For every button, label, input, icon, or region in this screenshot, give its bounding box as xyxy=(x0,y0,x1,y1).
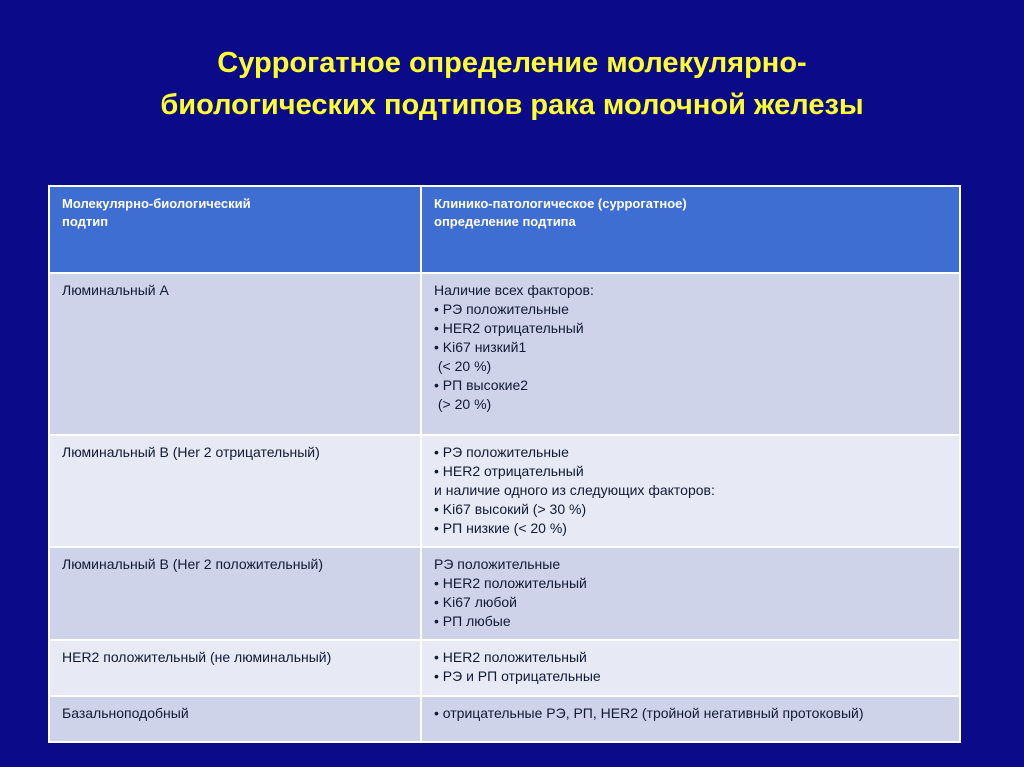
subtype-cell: Люминальный В (Her 2 положительный) xyxy=(49,547,421,640)
table-row xyxy=(49,696,960,742)
definition-line: • HER2 отрицательный xyxy=(434,320,584,336)
header-subtype xyxy=(49,186,421,273)
table-row xyxy=(49,547,960,640)
subtype-cell: Люминальный В (Her 2 отрицательный) xyxy=(49,435,421,547)
definition-cell xyxy=(421,273,960,435)
definition-line: • РП низкие (< 20 %) xyxy=(434,520,567,536)
definition-line: Наличие всех факторов: xyxy=(434,282,594,298)
definition-line: РЭ положительные xyxy=(434,556,561,572)
definition-line: • РЭ положительные xyxy=(434,444,569,460)
definition-line: • Ki67 высокий (> 30 %) xyxy=(434,501,587,517)
definition-line: • РП любые xyxy=(434,613,511,629)
definition-line: (< 20 %) xyxy=(434,358,492,374)
subtype-cell: Базальноподобный xyxy=(49,696,421,742)
slide-title xyxy=(0,42,1024,126)
definition-cell xyxy=(421,547,960,640)
definition-line: • HER2 отрицательный xyxy=(434,463,584,479)
header-line: Молекулярно-биологический xyxy=(62,196,251,211)
definition-line: • РП высокие2 xyxy=(434,377,529,393)
header-definition xyxy=(421,186,960,273)
definition-line: (> 20 %) xyxy=(434,396,492,412)
table-row xyxy=(49,435,960,547)
definition-line: • РЭ положительные xyxy=(434,301,569,317)
subtypes-table xyxy=(48,185,961,743)
definition-line: • HER2 положительный xyxy=(434,649,587,665)
definition-line: • HER2 положительный xyxy=(434,575,587,591)
slide-title-line-2: биологических подтипов рака молочной железы xyxy=(160,89,864,121)
table-row xyxy=(49,640,960,696)
definition-line: • РЭ и РП отрицательные xyxy=(434,668,601,684)
slide-title-line-1: Суррогатное определение молекулярно- xyxy=(217,47,807,79)
subtype-cell: Люминальный А xyxy=(49,273,421,435)
table-row xyxy=(49,273,960,435)
definition-cell xyxy=(421,435,960,547)
header-line: Клинико-патологическое (суррогатное) xyxy=(434,196,687,211)
subtype-cell: HER2 положительный (не люминальный) xyxy=(49,640,421,696)
definition-cell xyxy=(421,696,960,742)
header-line: подтип xyxy=(62,214,109,229)
definition-line: • отрицательные РЭ, РП, HER2 (тройной негативный протоковый) xyxy=(434,705,864,721)
table-header-row xyxy=(49,186,960,273)
definition-line: • Ki67 низкий1 xyxy=(434,339,527,355)
header-line: определение подтипа xyxy=(434,214,576,229)
definition-line: • Ki67 любой xyxy=(434,594,517,610)
definition-cell xyxy=(421,640,960,696)
definition-line: и наличие одного из следующих факторов: xyxy=(434,482,715,498)
